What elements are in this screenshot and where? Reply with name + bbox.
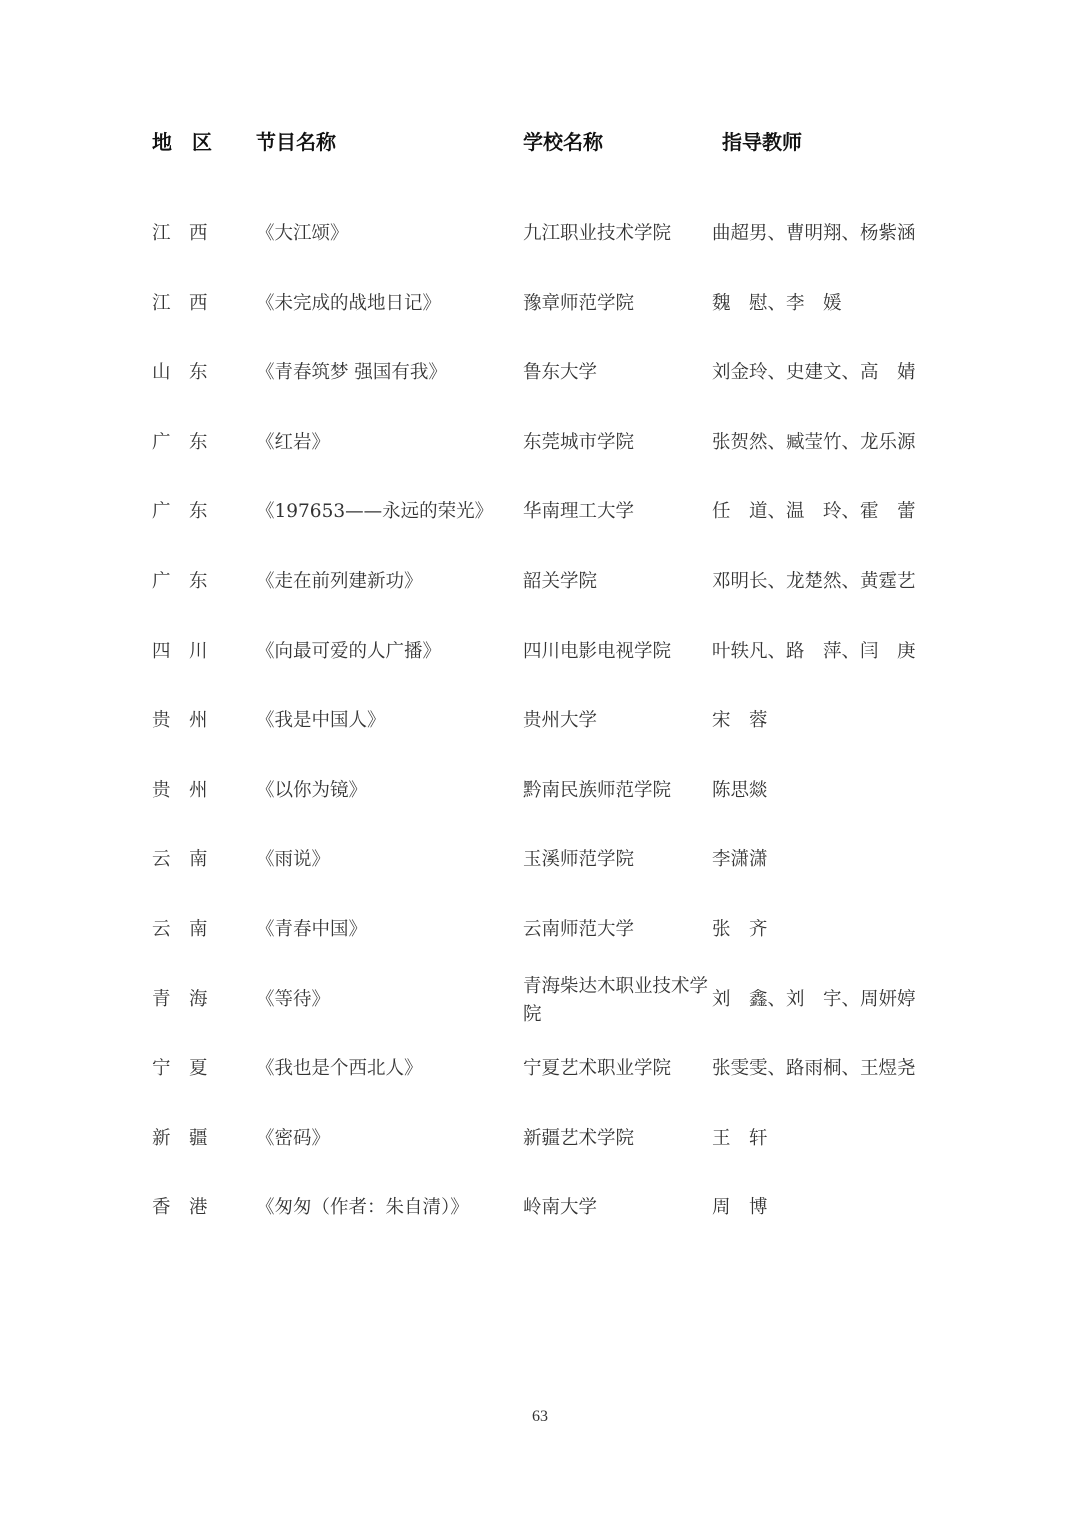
header-program: 节目名称 [256,130,336,154]
region-cell: 山 东 [152,362,208,383]
program-cell: 《密码》 [256,1128,331,1149]
school-cell: 九江职业技术学院 [523,223,672,244]
teacher-cell: 叶轶凡、路 萍、闫 庚 [712,641,916,662]
teacher-cell: 李潇潇 [712,849,768,870]
teacher-cell: 张贺然、臧莹竹、龙乐源 [712,432,916,453]
table-row [0,492,1080,532]
school-cell: 东莞城市学院 [523,432,635,453]
region-cell: 云 南 [152,849,208,870]
program-cell: 《未完成的战地日记》 [256,293,442,314]
region-cell: 四 川 [152,641,208,662]
program-cell: 《雨说》 [256,849,331,870]
teacher-cell: 张 齐 [712,919,768,940]
school-cell: 鲁东大学 [523,362,598,383]
region-cell: 青 海 [152,989,208,1010]
region-cell: 贵 州 [152,780,208,801]
region-cell: 云 南 [152,919,208,940]
school-cell: 豫章师范学院 [523,293,635,314]
program-cell: 《等待》 [256,989,331,1010]
teacher-cell: 任 道、温 玲、霍 蕾 [712,501,916,522]
region-cell: 江 西 [152,293,208,314]
program-cell: 《我也是个西北人》 [256,1058,423,1079]
program-cell: 《红岩》 [256,432,331,453]
region-cell: 广 东 [152,501,208,522]
program-cell: 《197653——永远的荣光》 [256,501,494,522]
school-cell: 华南理工大学 [523,501,635,522]
teacher-cell: 陈思燚 [712,780,768,801]
table-row [0,562,1080,602]
school-cell: 新疆艺术学院 [523,1128,635,1149]
table-row [0,910,1080,950]
teacher-cell: 刘金玲、史建文、高 婧 [712,362,916,383]
program-cell: 《青春中国》 [256,919,368,940]
program-cell: 《我是中国人》 [256,710,386,731]
teacher-cell: 王 轩 [712,1128,768,1149]
table-row [0,423,1080,463]
teacher-cell: 曲超男、曹明翔、杨紫涵 [712,223,916,244]
school-cell: 四川电影电视学院 [523,641,672,662]
school-cell: 黔南民族师范学院 [523,780,672,801]
teacher-cell: 张雯雯、路雨桐、王煜尧 [712,1058,916,1079]
teacher-cell: 魏 慰、李 媛 [712,293,842,314]
table-row [0,1188,1080,1228]
region-cell: 新 疆 [152,1128,208,1149]
table-row [0,771,1080,811]
school-cell: 云南师范大学 [523,919,635,940]
region-cell: 宁 夏 [152,1058,208,1079]
teacher-cell: 周 博 [712,1197,768,1218]
table-row [0,632,1080,672]
program-cell: 《向最可爱的人广播》 [256,641,442,662]
page-number: 63 [532,1408,548,1425]
table-row [0,1049,1080,1089]
table-row [0,284,1080,324]
table-row [0,353,1080,393]
program-cell: 《青春筑梦 强国有我》 [256,362,447,383]
school-cell: 韶关学院 [523,571,598,592]
table-row [0,840,1080,880]
table-row [0,701,1080,741]
program-cell: 《走在前列建新功》 [256,571,423,592]
teacher-cell: 宋 蓉 [712,710,768,731]
school-cell: 青海柴达木职业技术学院 [523,976,709,1025]
table-header [0,128,1080,162]
header-region: 地 区 [152,130,212,154]
region-cell: 江 西 [152,223,208,244]
region-cell: 广 东 [152,432,208,453]
program-cell: 《大江颂》 [256,223,349,244]
table-row [0,214,1080,254]
school-cell: 岭南大学 [523,1197,598,1218]
table-row [0,1119,1080,1159]
teacher-cell: 刘 鑫、刘 宇、周妍婷 [712,989,916,1010]
school-cell: 贵州大学 [523,710,598,731]
school-cell: 玉溪师范学院 [523,849,635,870]
region-cell: 香 港 [152,1197,208,1218]
region-cell: 广 东 [152,571,208,592]
program-cell: 《匆匆（作者：朱自清）》 [256,1197,469,1218]
region-cell: 贵 州 [152,710,208,731]
teacher-cell: 邓明长、龙楚然、黄霆艺 [712,571,916,592]
header-school: 学校名称 [523,130,603,154]
school-cell: 宁夏艺术职业学院 [523,1058,672,1079]
table-row [0,976,1080,1025]
program-cell: 《以你为镜》 [256,780,368,801]
header-teacher: 指导教师 [722,130,802,154]
